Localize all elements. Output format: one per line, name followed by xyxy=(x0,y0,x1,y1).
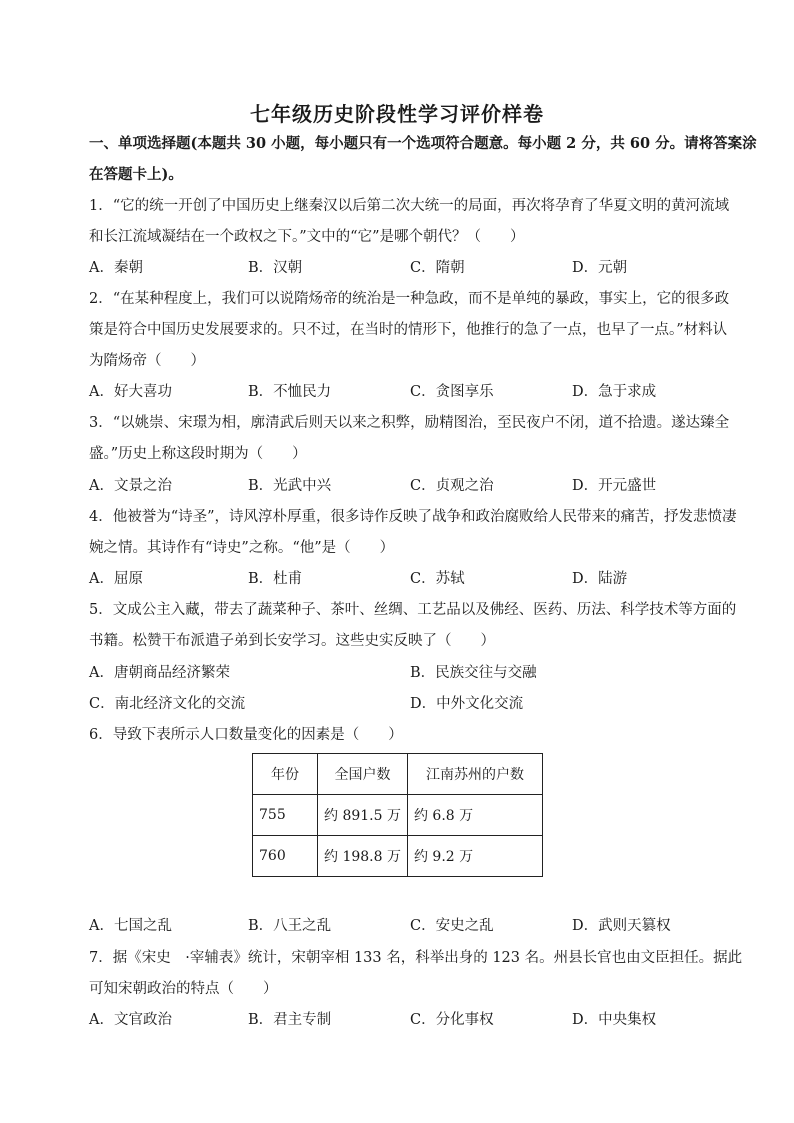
table-cell: 755 xyxy=(253,795,318,836)
question-5-option-a: A．唐朝商品经济繁荣 xyxy=(89,665,230,681)
question-5-line-2: 书籍。松赞干布派遣子弟到长安学习。这些史实反映了（ ） xyxy=(89,633,495,649)
question-2-option-c: C．贪图享乐 xyxy=(410,384,494,400)
question-1-option-b: B．汉朝 xyxy=(248,260,303,276)
question-5-line-1: 5．文成公主入藏，带去了蔬菜种子、茶叶、丝绸、工艺品以及佛经、医药、历法、科学技术等方面的 xyxy=(89,602,737,618)
table-cell: 约 6.8 万 xyxy=(407,795,542,836)
table-cell: 约 891.5 万 xyxy=(318,795,408,836)
table-header-national: 全国户数 xyxy=(318,754,408,795)
question-1-option-a: A．秦朝 xyxy=(89,260,143,276)
table-cell: 约 9.2 万 xyxy=(407,836,542,877)
table-row xyxy=(253,795,543,836)
question-4-option-d: D．陆游 xyxy=(572,571,628,587)
question-1-option-c: C．隋朝 xyxy=(410,260,465,276)
question-2-line-1: 2．“在某种程度上，我们可以说隋炀帝的统治是一种急政，而不是单纯的暴政，事实上，它的很多政 xyxy=(89,291,730,307)
table-cell: 约 198.8 万 xyxy=(318,836,408,877)
page-title: 七年级历史阶段性学习评价样卷 xyxy=(250,102,544,126)
question-2-option-a: A．好大喜功 xyxy=(89,384,172,400)
question-1-line-2: 和长江流域凝结在一个政权之下。”文中的“它”是哪个朝代？（ ） xyxy=(89,229,525,245)
question-3-option-c: C．贞观之治 xyxy=(410,478,494,494)
question-3-option-a: A．文景之治 xyxy=(89,478,172,494)
table-cell: 760 xyxy=(253,836,318,877)
question-5-option-c: C．南北经济文化的交流 xyxy=(89,696,246,712)
question-2-option-b: B．不恤民力 xyxy=(248,384,332,400)
question-7-line-1: 7．据《宋史 ·宰辅表》统计，宋朝宰相 133 名，科举出身的 123 名。州县长官也由文臣担任。据此 xyxy=(89,950,743,966)
question-3-line-2: 盛。”历史上称这段时期为（ ） xyxy=(89,446,307,462)
population-table xyxy=(252,753,543,877)
question-1-line-1: 1．“它的统一开创了中国历史上继秦汉以后第二次大统一的局面，再次将孕育了华夏文明的黄河流域 xyxy=(89,198,730,214)
section-instructions-line-1: 一、单项选择题(本题共 30 小题，每小题只有一个选项符合题意。每小题 2 分，共 60 分。请将答案涂 xyxy=(89,135,757,152)
table-header-year: 年份 xyxy=(253,754,318,795)
section-instructions-line-2: 在答题卡上)。 xyxy=(89,166,183,183)
question-7-option-c: C．分化事权 xyxy=(410,1012,494,1028)
question-7-option-b: B．君主专制 xyxy=(248,1012,332,1028)
question-6-option-d: D．武则天篡权 xyxy=(572,918,671,934)
question-4-option-b: B．杜甫 xyxy=(248,571,303,587)
question-6-line-1: 6．导致下表所示人口数量变化的因素是（ ） xyxy=(89,727,403,743)
question-5-option-d: D．中外文化交流 xyxy=(410,696,524,712)
question-7-option-d: D．中央集权 xyxy=(572,1012,657,1028)
question-2-option-d: D．急于求成 xyxy=(572,384,657,400)
question-6-option-c: C．安史之乱 xyxy=(410,918,494,934)
question-3-line-1: 3．“以姚崇、宋璟为相，廓清武后则天以来之积弊，励精图治，至民夜户不闭，道不拾遗。遂达臻全 xyxy=(89,415,730,431)
question-7-line-2: 可知宋朝政治的特点（ ） xyxy=(89,981,278,997)
question-6-option-b: B．八王之乱 xyxy=(248,918,332,934)
question-3-option-d: D．开元盛世 xyxy=(572,478,657,494)
question-7-option-a: A．文官政治 xyxy=(89,1012,172,1028)
question-6-option-a: A．七国之乱 xyxy=(89,918,172,934)
question-4-option-a: A．屈原 xyxy=(89,571,143,587)
question-1-option-d: D．元朝 xyxy=(572,260,628,276)
question-3-option-b: B．光武中兴 xyxy=(248,478,332,494)
table-header-row xyxy=(253,754,543,795)
question-2-line-2: 策是符合中国历史发展要求的。只不过，在当时的情形下，他推行的急了一点，也早了一点。”材料认 xyxy=(89,322,728,338)
question-5-option-b: B．民族交往与交融 xyxy=(410,665,537,681)
table-row xyxy=(253,836,543,877)
question-2-line-3: 为隋炀帝（ ） xyxy=(89,353,205,369)
question-4-option-c: C．苏轼 xyxy=(410,571,465,587)
table-header-suzhou: 江南苏州的户数 xyxy=(407,754,542,795)
question-4-line-2: 婉之情。其诗作有“诗史”之称。“他”是（ ） xyxy=(89,540,395,556)
question-4-line-1: 4．他被誉为“诗圣”，诗风淳朴厚重，很多诗作反映了战争和政治腐败给人民带来的痛苦，抒发悲愤凄 xyxy=(89,509,737,525)
